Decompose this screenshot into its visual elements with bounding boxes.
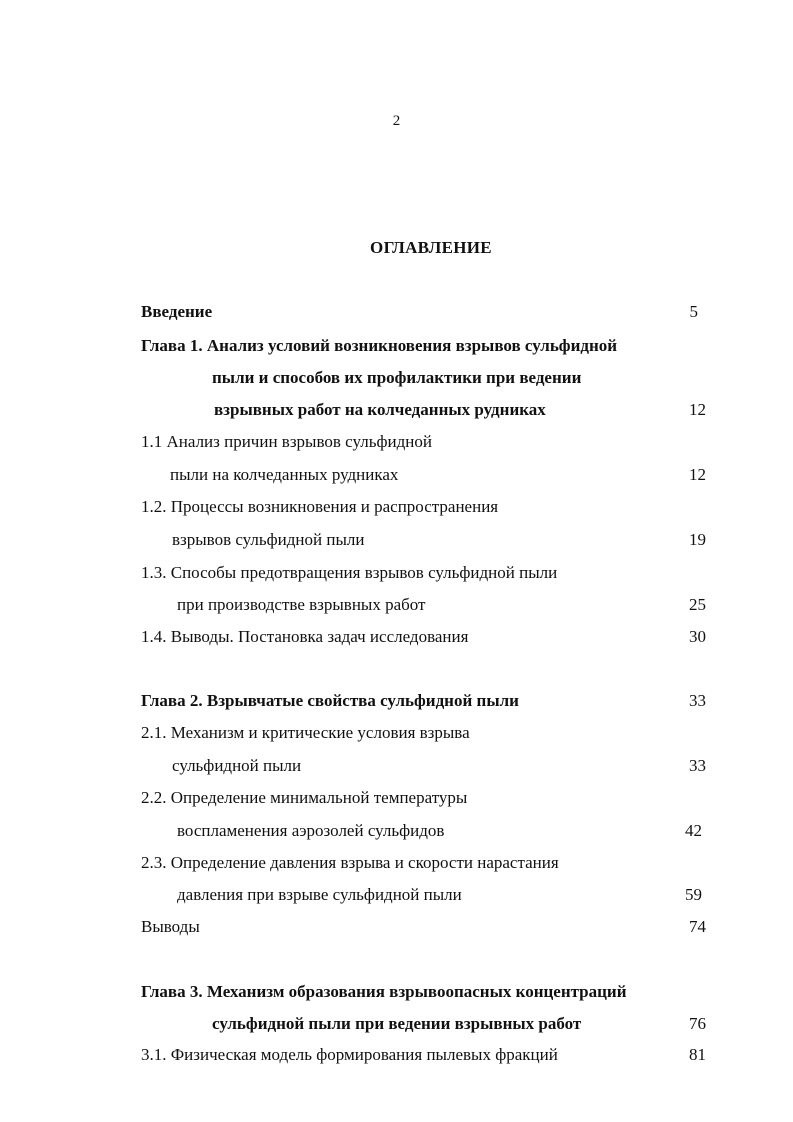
toc-page-1-1: 12 [689, 465, 706, 484]
toc-section-2-2-line-2: воспламенения аэрозолей сульфидов [177, 821, 445, 840]
toc-chapter-3-line-2: сульфидной пыли при ведении взрывных работ [212, 1014, 582, 1033]
toc-page-2-3: 59 [685, 885, 702, 904]
toc-section-3-1: 3.1. Физическая модель формирования пылевых фракций [141, 1045, 558, 1064]
toc-page-2-2: 42 [685, 821, 702, 840]
toc-page-3-1: 81 [689, 1045, 706, 1064]
toc-page-1-4: 30 [689, 627, 706, 646]
toc-section-2-1-line-1: 2.1. Механизм и критические условия взрыва [141, 723, 470, 742]
toc-section-1-3-line-1: 1.3. Способы предотвращения взрывов сульфидной пыли [141, 563, 558, 582]
toc-section-1-2-line-1: 1.2. Процессы возникновения и распространения [141, 497, 499, 516]
toc-page-1-2: 19 [689, 530, 706, 549]
toc-section-2-2-line-1: 2.2. Определение минимальной температуры [141, 788, 468, 807]
toc-section-2-3-line-1: 2.3. Определение давления взрыва и скорости нарастания [141, 853, 559, 872]
toc-chapter-1-line-3: взрывных работ на колчеданных рудниках [214, 400, 546, 419]
toc-page-2-1: 33 [689, 756, 706, 775]
toc-title: ОГЛАВЛЕНИЕ [370, 238, 492, 257]
toc-chapter-1-line-2: пыли и способов их профилактики при ведении [212, 368, 582, 387]
toc-section-1-1-line-2: пыли на колчеданных рудниках [170, 465, 399, 484]
toc-section-1-1-line-1: 1.1 Анализ причин взрывов сульфидной [141, 432, 432, 451]
toc-page-conclusions: 74 [689, 917, 706, 936]
toc-entry-conclusions: Выводы [141, 917, 200, 936]
page-number: 2 [392, 113, 401, 129]
toc-section-1-3-line-2: при производстве взрывных работ [177, 595, 426, 614]
toc-page-intro: 5 [689, 302, 698, 321]
toc-chapter-1-line-1: Глава 1. Анализ условий возникновения взрывов сульфидной [141, 336, 618, 355]
toc-chapter-3-line-1: Глава 3. Механизм образования взрывоопасных концентраций [141, 982, 627, 1001]
toc-page-chapter-3: 76 [689, 1014, 706, 1033]
toc-page-chapter-1: 12 [689, 400, 706, 419]
toc-page-chapter-2: 33 [689, 691, 706, 710]
toc-entry-intro: Введение [141, 302, 213, 321]
toc-section-2-1-line-2: сульфидной пыли [172, 756, 302, 775]
toc-chapter-2: Глава 2. Взрывчатые свойства сульфидной пыли [141, 691, 519, 710]
toc-section-1-2-line-2: взрывов сульфидной пыли [172, 530, 365, 549]
toc-section-1-4: 1.4. Выводы. Постановка задач исследования [141, 627, 469, 646]
toc-page-1-3: 25 [689, 595, 706, 614]
toc-section-2-3-line-2: давления при взрыве сульфидной пыли [177, 885, 462, 904]
